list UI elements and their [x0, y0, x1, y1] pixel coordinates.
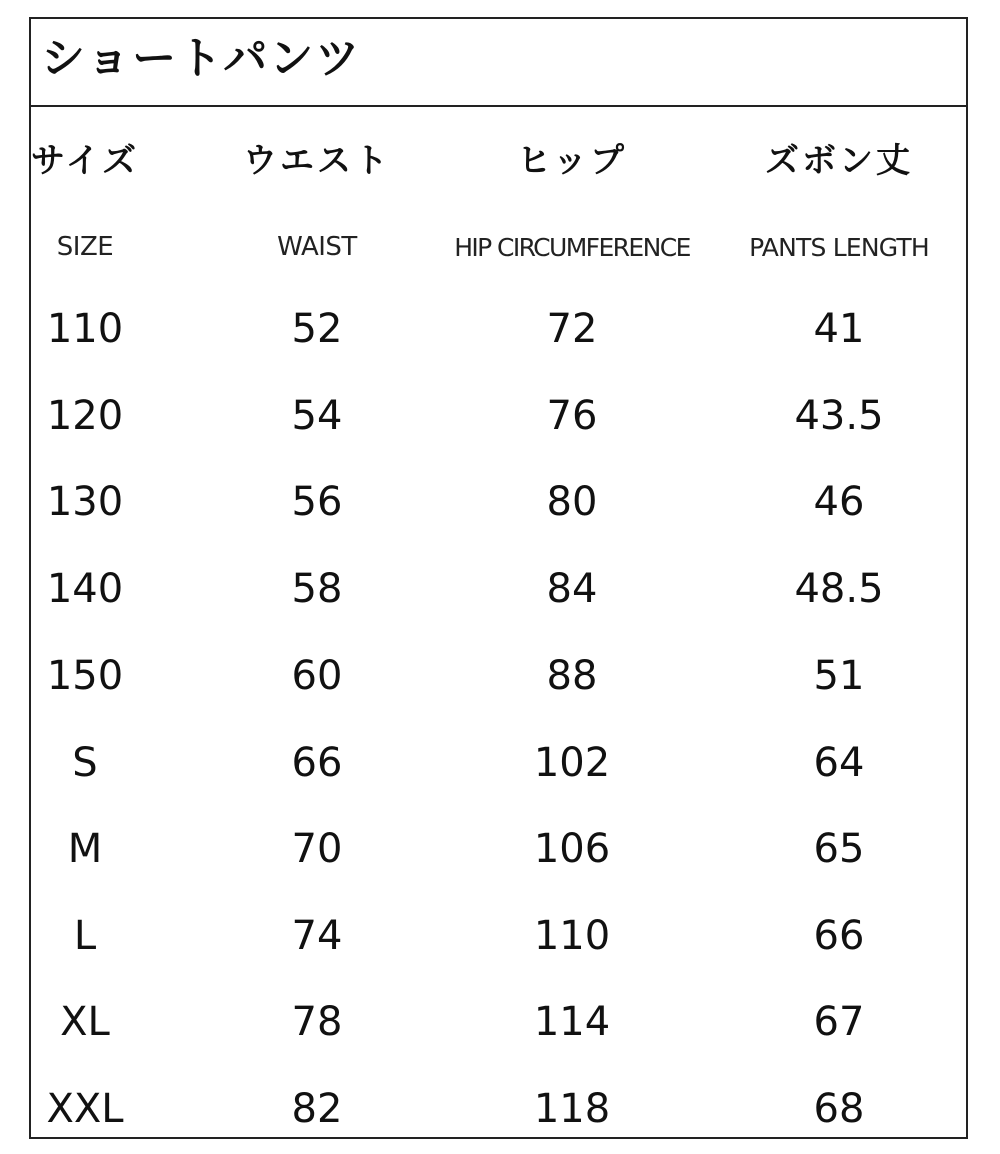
- header-row-japanese: [31, 117, 966, 197]
- hip-cell: 84: [546, 566, 598, 612]
- table-row: [31, 462, 966, 542]
- pants-length-cell: 68: [813, 1086, 865, 1132]
- waist-cell: 58: [291, 566, 343, 612]
- header-hip-en: HIP CIRCUMFERENCE: [454, 232, 690, 262]
- table-row: [31, 376, 966, 456]
- size-cell: 140: [46, 566, 124, 612]
- pants-length-cell: 64: [813, 740, 865, 786]
- size-cell: S: [72, 740, 98, 786]
- waist-cell: 60: [291, 653, 343, 699]
- pants-length-cell: 41: [813, 306, 865, 352]
- size-cell: 120: [46, 393, 124, 439]
- size-cell: XXL: [46, 1086, 124, 1132]
- size-cell: 130: [46, 479, 124, 525]
- header-size-en: SIZE: [56, 232, 114, 262]
- header-row-english: [31, 207, 966, 287]
- pants-length-cell: 67: [813, 999, 865, 1045]
- waist-cell: 82: [291, 1086, 343, 1132]
- hip-cell: 80: [546, 479, 598, 525]
- table-row: [31, 1069, 966, 1149]
- waist-cell: 66: [291, 740, 343, 786]
- header-pants-length-en: PANTS LENGTH: [749, 232, 929, 262]
- waist-cell: 54: [291, 393, 343, 439]
- hip-cell: 76: [546, 393, 598, 439]
- waist-cell: 70: [291, 826, 343, 872]
- size-cell: 110: [46, 306, 124, 352]
- title-bar: [31, 19, 966, 107]
- table-row: [31, 723, 966, 803]
- table-row: [31, 896, 966, 976]
- pants-length-cell: 51: [813, 653, 865, 699]
- waist-cell: 78: [291, 999, 343, 1045]
- waist-cell: 74: [291, 913, 343, 959]
- size-cell: XL: [60, 999, 110, 1045]
- table-row: [31, 549, 966, 629]
- size-cell: M: [67, 826, 103, 872]
- hip-cell: 88: [546, 653, 598, 699]
- pants-length-cell: 66: [813, 913, 865, 959]
- chart-title: ショートパンツ: [41, 33, 362, 84]
- header-waist-jp: ウエスト: [243, 140, 391, 181]
- hip-cell: 72: [546, 306, 598, 352]
- size-chart-table: [29, 17, 968, 1139]
- waist-cell: 56: [291, 479, 343, 525]
- pants-length-cell: 48.5: [794, 566, 884, 612]
- table-row: [31, 809, 966, 889]
- table-row: [31, 289, 966, 369]
- header-hip-jp: ヒップ: [517, 140, 627, 181]
- pants-length-cell: 43.5: [794, 393, 884, 439]
- waist-cell: 52: [291, 306, 343, 352]
- hip-cell: 118: [533, 1086, 611, 1132]
- size-cell: 150: [46, 653, 124, 699]
- hip-cell: 110: [533, 913, 611, 959]
- pants-length-cell: 46: [813, 479, 865, 525]
- size-cell: L: [73, 913, 97, 959]
- header-pants-length-jp: ズボン丈: [765, 140, 913, 181]
- header-size-jp: サイズ: [30, 140, 140, 181]
- hip-cell: 114: [533, 999, 611, 1045]
- table-row: [31, 636, 966, 716]
- hip-cell: 106: [533, 826, 611, 872]
- hip-cell: 102: [533, 740, 611, 786]
- pants-length-cell: 65: [813, 826, 865, 872]
- header-waist-en: WAIST: [277, 232, 357, 262]
- table-row: [31, 982, 966, 1062]
